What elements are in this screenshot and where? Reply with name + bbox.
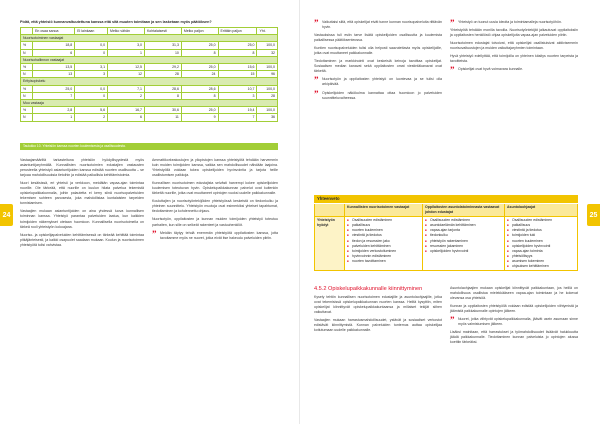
table-cell: 9: [181, 114, 218, 121]
table-header-cell: Yht.: [257, 28, 278, 35]
table-cell: 1: [33, 114, 75, 121]
table-cell: 5,6: [75, 107, 108, 114]
paragraph: Nuorisotyön, oppilaitosten ja kunnan muiden toimijoiden yhteistyö toteutuu parhaiten, kun sille on selkeät rakenteet ja vastuuhenkilöt.: [152, 217, 278, 227]
paragraph: Vastaajien mukaan asiantuntijoiden on aina yhdessä luova kunnallisen toiminnan kanssa. Yhteistyö parantaa palveluiden laatua, kun kaikkien toimijoiden näkemykset otetaan huomioon. Kunnallisella nuorisotoimella on tärkeä rooli yhteistyön kokoajana.: [20, 209, 144, 229]
table-header-cell: Melko vähän: [108, 28, 145, 35]
table-row: [21, 92, 278, 99]
quote-mark-icon: ”: [314, 88, 319, 99]
table-cell: 3,0: [108, 42, 145, 49]
summary-list-item: ■ vapaa-ajan tarjonta: [425, 228, 502, 233]
summary-list-item: ■ viestintä ja tiedotus: [347, 233, 420, 238]
table-cell: 30,6: [144, 107, 181, 114]
table-section-row: [21, 100, 278, 107]
table-cell: 96: [257, 71, 278, 78]
table-cell: 19,4: [218, 107, 257, 114]
summary-list-item: ■ tiedon ja resurssien jako: [347, 239, 420, 244]
summary-row-label: Yhteistyön hyödyt: [315, 217, 345, 271]
table-cell: 0: [75, 92, 108, 99]
summary-row: [315, 217, 578, 271]
table-cell: 12: [108, 71, 145, 78]
right-column-2-top: [450, 20, 578, 75]
right-column-1-bottom: [314, 286, 442, 336]
pull-quote: [450, 317, 578, 327]
table-cell: 100,0: [257, 107, 278, 114]
paragraph: Yhteistyötä tehdään monilla tavoilla. Nuorisotyöntekijät jalkautuvat oppilaitoksiin ja oppilaitosten henkilöstö ohjaa opiskelijoita vapaa-ajan palveluiden piiriin.: [450, 28, 578, 38]
table-cell: 0,0: [75, 42, 108, 49]
table-cell: 29,2: [144, 64, 181, 71]
right-column-1-top: [314, 20, 442, 104]
table-header-row: [21, 28, 278, 35]
table-cell: 25,0: [181, 42, 218, 49]
summary-list-item: ■ vapaa-ajan toiminta: [507, 249, 575, 254]
table-section-label: Nuorisohallinnon vastaajat: [21, 56, 278, 63]
page-number-left: 24: [0, 204, 13, 226]
table-header-cell: [21, 28, 33, 35]
table-cell: 25,0: [218, 42, 257, 49]
summary-list-item: ■ nuorten kuuleminen: [507, 239, 575, 244]
quote-text: Nuorisotyön ja oppilaitosten yhteistyö on luontevaa ja se tulisi olla arkipäivää.: [322, 77, 442, 87]
table-cell: 13,5: [33, 64, 75, 71]
table-cell: 8: [181, 92, 218, 99]
table-cell: %: [21, 85, 33, 92]
pull-quote: [450, 18, 578, 28]
paragraph: Lisäksi mainitaan, että harrastukset ja työmahdollisuudet lisäävät halukkuutta jäädä paikkakunnalle. Tiedottaminen kunnan palveluista jo opintojen alussa koettiin tärkeäksi.: [450, 330, 578, 345]
summary-list-item: ■ paikallisuus: [347, 223, 420, 228]
table-cell: 10,7: [218, 85, 257, 92]
summary-list-item: ■ paikallisuus: [507, 223, 575, 228]
paragraph: Kouluttajien ja nuorisotyöntekijöiden yhteistyössä keskeistä on tiedonkulku ja yhteinen suunnittelu. Yhteistyön muotoja ovat esimerkiksi yhteiset tapahtumat, tiedottaminen ja kohdennettu ohjaus.: [152, 199, 278, 214]
table-cell: 8: [144, 92, 181, 99]
data-table: [20, 27, 278, 122]
summary-list-item: ■ Osallisuuden edistäminen: [347, 218, 420, 223]
table-cell: 100,0: [257, 85, 278, 92]
table-cell: 1: [108, 49, 145, 56]
summary-list-item: ■ opiskelijoiden hyvinvointi: [425, 249, 502, 254]
summary-list-item: ■ toimijoiden verkostoituminen: [347, 249, 420, 254]
table-cell: 25,0: [181, 107, 218, 114]
summary-list-item: ■ yhteisöllisyys: [507, 254, 575, 259]
table-cell: 2: [75, 114, 108, 121]
table-caption: Taulukko 10. Yhteisiön kanssa nuorten kuulemisesta ja osallisuudesta.: [20, 143, 278, 150]
table-row: [21, 71, 278, 78]
quote-mark-icon: ”: [314, 75, 319, 86]
quote-mark-icon: ”: [450, 315, 455, 326]
table-section-row: [21, 78, 278, 85]
quote-text: Vaikuttaisi siltä, että opiskelijat eivät tunne kunnan nuorisopalveluita riittävän hyvin.: [322, 20, 442, 30]
table-cell: 32: [257, 49, 278, 56]
quote-text: Yhteistyö on tuonut uusia ideoita ja toimintamalleja nuorisotyöhön.: [458, 20, 562, 24]
table-header-cell: En osaa sanoa: [33, 28, 75, 35]
table-cell: 7,1: [108, 85, 145, 92]
table-cell: %: [21, 64, 33, 71]
left-column-2: [152, 158, 278, 244]
table-section-label: Erityisopiskelu: [21, 78, 278, 85]
table-cell: 7: [33, 92, 75, 99]
quote-mark-icon: ”: [450, 65, 455, 76]
table-cell: N: [21, 71, 33, 78]
table-cell: %: [21, 42, 33, 49]
table-cell: 24: [181, 71, 218, 78]
table-cell: 12,5: [108, 64, 145, 71]
summary-list-item: ■ asuntolaelämän kehittäminen: [425, 223, 502, 228]
pull-quote: [314, 77, 442, 87]
table-cell: 28: [144, 71, 181, 78]
table-row: [21, 85, 278, 92]
section-heading: 4.5.2 Opiskelupaikkakunnalle kiinnittyminen: [314, 286, 423, 292]
table-cell: 100,0: [257, 64, 278, 71]
right-column-2-bottom: [450, 286, 578, 348]
table-row: [21, 64, 278, 71]
summary-list-item: ■ nuorten kuuleminen: [347, 228, 420, 233]
summary-list-item: ■ asumisen tukeminen: [507, 259, 575, 264]
summary-list-item: ■ yhteistyön rakentaminen: [425, 239, 502, 244]
table-cell: %: [21, 107, 33, 114]
quote-mark-icon: ”: [314, 18, 319, 28]
summary-list-item: ■ Osallisuuden edistäminen: [507, 218, 575, 223]
paragraph: Kunnan ja oppilaitosten yhteistyöllä voidaan edistää opiskelijoiden viihtymistä ja jäämistä paikkakunnalle opintojen jälkeen.: [450, 304, 578, 314]
table-cell: 11: [144, 114, 181, 121]
table-header-cell: Ei lainkaan: [75, 28, 108, 35]
table-section-row: [21, 56, 278, 63]
table-cell: N: [21, 49, 33, 56]
paragraph: Vastaajamääriltä tarkasteltuna yhteisiön hyödyllisyydestä myös asiantuntijaryhmällä. Kunnallisten nuorisotoimien edustajien vastausten perusteella yhteistyö asiantuntijoiden kanssa edistää nuorten osallisuutta – se tarjoaa mahdollisuuksia tietoihin ja edistää paikallisia kehittämistoimia.: [20, 158, 144, 178]
table-cell: 2,8: [33, 107, 75, 114]
summary-header-cell: Kunnallisten nuorisotoimen vastaajat: [345, 204, 423, 217]
table-cell: 16,7: [108, 107, 145, 114]
summary-heading: Yhteenveto: [314, 195, 578, 203]
table-row: [21, 114, 278, 121]
table-cell: 3: [75, 71, 108, 78]
table-cell: 3: [218, 92, 257, 99]
quote-text: Meidän täytyy tehdä enemmän yhteistyötä oppilaitosten kanssa, jotta tavoitamme myös ne nuoret, jotka eivät itse hakeudu palveluiden piiriin.: [160, 230, 278, 240]
table-cell: 25,0: [33, 85, 75, 92]
pull-quote: [450, 65, 578, 76]
summary-list-item: ■ palveluiden kehittäminen: [347, 244, 420, 249]
table-row: [21, 107, 278, 114]
table-cell: 8: [218, 49, 257, 56]
paragraph: Ammattikorkeakoulujen ja yliopistojen kanssa yhteistyötä tehdään harvemmin kuin muiden toimijoiden kanssa, vaikka sen mahdollisuudet nähdään laajoina. Yhteistyöllä voidaan tukea opiskelijoiden hyvinvointia ja tarjota heille osallistumisen paikkoja.: [152, 158, 278, 178]
table-cell: 100,0: [257, 42, 278, 49]
table-cell: 0,0: [75, 85, 108, 92]
summary-header-cell: Oppilaitosten asuntolatoiminnasta vastaavat johdon edustajat: [423, 204, 505, 217]
paragraph: Kunnallisen nuorisotoimen edustajista selvästi harvempi kokee opiskelijoiden kuulemisen toteutuvan hyvin. Opiskelupaikkakunnan palvelut ovat kuitenkin tärkeitä nuorille, jotka ovat muuttaneet opintojen vuoksi uudelle paikkakunnalle.: [152, 181, 278, 196]
page-number-right: 25: [587, 204, 600, 226]
summary-cell: [423, 217, 505, 271]
table-cell: 15: [218, 71, 257, 78]
table-cell: 15,6: [218, 64, 257, 71]
summary-list-item: ■ toimijoiden tuki: [507, 233, 575, 238]
pull-quote: [314, 20, 442, 30]
paragraph: Vastaajien mukaan harrastusmahdollisuudet, ystävät ja sosiaaliset verkostot edistävät kiinnittymistä. Kunnan palveluiden tuntemus auttaa opiskelijaa kotiutumaan uudelle paikkakunnalle.: [314, 318, 442, 333]
table-header-cell: Kohtalaisesti: [144, 28, 181, 35]
table-header-cell: Erittäin paljon: [218, 28, 257, 35]
paragraph: Asuntolaohjaajien mukaan opiskelijat kiinnittyvät paikkakuntaan, jos heillä on mahdollisuus osallistua mielekkääseen vapaa-ajan toimintaan ja he kokevat olevansa osa yhteisöä.: [450, 286, 578, 301]
summary-header-cell: Asuntolaohjaajat: [505, 204, 578, 217]
table-cell: 0: [75, 49, 108, 56]
summary-list-item: ■ Osallisuuden edistäminen: [425, 218, 502, 223]
paragraph: Tiedottaminen ja markkinointi ovat keskeisiä keinoja tavoittaa opiskelijat. Sosiaalisen median kanavat sekä oppilaitosten omat viestintäkanavat ovat tärkeitä.: [314, 59, 442, 74]
table-cell: 25,0: [181, 64, 218, 71]
quote-mark-icon: ”: [152, 228, 157, 239]
paragraph: Kuntien nuorisopalveluiden tulisi olla helposti saavutettavia myös opiskelijoille, jotka ovat muuttaneet paikkakunnalle.: [314, 46, 442, 56]
summary-cell: [345, 217, 423, 271]
table-section-row: [21, 35, 278, 42]
pull-quote: [152, 228, 278, 241]
summary-list-item: ■ tiedonkulku: [425, 233, 502, 238]
table-cell: 28,6: [181, 85, 218, 92]
table-section-label: Muu vastaaja: [21, 100, 278, 107]
summary-header-cell: [315, 204, 345, 217]
paragraph: Nuori kesäisissä, eri yhteisö ja verkkoon, meidätän vapaa-ajan toimintaa nuorille. Ole tärkeää, että nuorille on kuulun hilata palvelua tekemistä opiskelupaikkakunnalla, joihin palautetta ei kerry siinä nuorisopalveluiden tekemisen suhteen panosesta, joka mahdollistaa kuntalaisten tarpeiden tunnistamisen.: [20, 181, 144, 206]
table-cell: 18,8: [33, 42, 75, 49]
table-row: [21, 42, 278, 49]
table-cell: N: [21, 114, 33, 121]
table-cell: 28,6: [144, 85, 181, 92]
table-row: [21, 49, 278, 56]
summary-list-item: ■ viestintä ja tiedotus: [507, 228, 575, 233]
table-cell: 36: [257, 114, 278, 121]
quote-text: Opiskelijat ovat hyvä voimavara kunnalle.: [458, 67, 524, 72]
table-cell: 7: [218, 114, 257, 121]
summary-list-item: ■ opiskelijoiden hyvinvointi: [507, 244, 575, 249]
paragraph: Nuorisotoimen edustajat toivoivat, että opiskelijat osallistuisivat aktiivisemmin nuorisovaltuustojen ja muiden vaikuttajaryhmien toimintaan.: [450, 41, 578, 51]
table-title: Pidät, että yhteisiö kunnanvaltuutettuna kanssa että sitä muuten toimitaan ja sen lasketaan myös päätöksen?: [20, 20, 212, 24]
left-column-1: [20, 158, 144, 251]
table-cell: 8: [181, 49, 218, 56]
table-cell: N: [21, 92, 33, 99]
paragraph: Hyvä yhteistyö edellyttää, että toimijoilla on yhteinen käsitys nuorten tarpeista ja tavoitteista.: [450, 54, 578, 64]
table-cell: 6: [108, 114, 145, 121]
table-cell: 28: [257, 92, 278, 99]
table-cell: 6: [33, 49, 75, 56]
summary-list-item: ■ hyvinvoinnin edistäminen: [347, 254, 420, 259]
summary-table: [314, 204, 578, 271]
table-section-label: Nuorisotoiminen vastaajat: [21, 35, 278, 42]
table-cell: 3,1: [75, 64, 108, 71]
summary-header-row: [315, 204, 578, 217]
table-cell: 13: [33, 71, 75, 78]
table-cell: 31,3: [144, 42, 181, 49]
summary-list-item: ■ nuorten tavoittaminen: [347, 259, 420, 264]
summary-list-item: ■ ohjauksen kehittäminen: [507, 264, 575, 269]
table-header-cell: Melko paljon: [181, 28, 218, 35]
quote-mark-icon: ”: [450, 18, 455, 28]
table-cell: 2: [108, 92, 145, 99]
table-cell: 10: [144, 49, 181, 56]
paragraph: Kysely tehtiin kunnallisen nuorisotoimen edustajille ja asuntolaohjaajille, jotka ovat tekemisissä opiskelupaikkakunnan nuorten kanssa. Heiltä kysyttiin, miten opiskelijat kiinnittyvät opiskelupaikkakuntaansa ja millaiset tekijät siihen vaikuttavat.: [314, 295, 442, 315]
summary-list-item: ■ resurssien jakaminen: [425, 244, 502, 249]
paragraph: Vastauksissa tuli esiin tarve lisätä opiskelijoiden osallisuutta ja kuulemista paikallisessa päätöksenteossa.: [314, 33, 442, 43]
quote-text: Nuoret, jotka viihtyvät opiskelupaikkakunnalla, jäävät usein asumaan sinne myös valmistumisen jälkeen.: [458, 317, 578, 327]
summary-cell: [505, 217, 578, 271]
pull-quote: [314, 88, 442, 101]
page-gutter: [299, 0, 300, 424]
quote-text: Opiskelijoiden näkökulma kannattaa ottaa huomioon jo palveluiden suunnitteluvaiheessa.: [322, 90, 442, 100]
paragraph: Nuoriso- ja opiskelijapalveluiden kehittämisessä on tärkeää kehittää toimintaa pitkäjänteisesti, ja kaikki osapuolet saadaan mukaan. Koulun ja nuorisotoimen yhteistyötä tulisi vahvistaa.: [20, 232, 144, 247]
